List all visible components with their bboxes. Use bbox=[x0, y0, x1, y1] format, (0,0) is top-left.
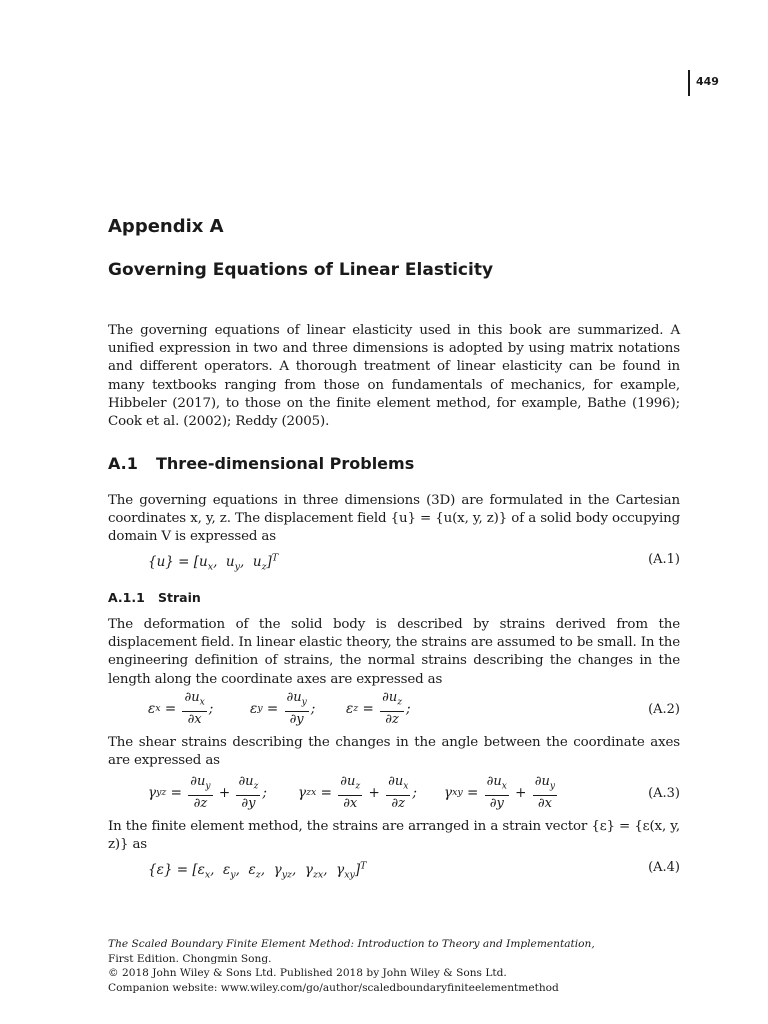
equation-a4 bbox=[148, 860, 680, 880]
subsection-heading-a11 bbox=[108, 590, 201, 605]
footer-edition: First Edition. Chongmin Song. bbox=[108, 952, 272, 965]
eq-term-epsilon-z: ε z = $\frac{\partial u_z}{\partial z}$ ; bbox=[346, 690, 411, 727]
eq-term-gamma-xy: γ xy = $\frac{\partial u_x}{\partial y}$ + $\frac{\partial u_y}{\partial x}$ bbox=[444, 774, 556, 811]
paragraph-3d: The governing equations in three dimensions (3D) are formulated in the Cartesian coordinates x, y, z. The displacement field {u} = {u(x, y, z)} of a solid body occupying domain V is expressed as bbox=[108, 493, 680, 545]
eq-term-epsilon-x: ε x = $\frac{\partial u_x}{\partial x}$ ; bbox=[148, 690, 214, 727]
appendix-heading: Appendix A bbox=[108, 216, 224, 237]
footer-copyright: © 2018 John Wiley & Sons Ltd. Published 2018 by John Wiley & Sons Ltd. bbox=[108, 967, 507, 980]
subsection-number: A.1.1 bbox=[108, 590, 145, 605]
footer-book-title: The Scaled Boundary Finite Element Method: Introduction to Theory and Implementation, bbox=[108, 938, 595, 950]
equation-number: (A.2) bbox=[648, 702, 680, 717]
section-number: A.1 bbox=[108, 454, 138, 473]
equation-a4-body: $\{\varepsilon\} = [\varepsilon_x$, $\varepsilon_y$, $\varepsilon_z$, $\gamma_{yz}$, $\gamma_{zx}$, $\gamma_{xy}]^T$ bbox=[148, 860, 367, 881]
paragraph-shear: The shear strains describing the changes in the angle between the coordinate axes are expressed as bbox=[108, 735, 680, 769]
equation-a2 bbox=[148, 690, 680, 730]
section-heading-a1 bbox=[108, 454, 414, 473]
eq-term-gamma-yz: γ yz = $\frac{\partial u_y}{\partial z}$ + $\frac{\partial u_z}{\partial y}$ ; bbox=[148, 774, 267, 811]
equation-number: (A.3) bbox=[648, 786, 680, 801]
section-title: Three-dimensional Problems bbox=[156, 454, 415, 473]
paragraph-fem: In the finite element method, the strains are arranged in a strain vector {ε} = {ε(x, y, z)} as bbox=[108, 819, 680, 853]
appendix-title: Governing Equations of Linear Elasticity bbox=[108, 260, 494, 280]
eq-term-gamma-zx: γ zx = $\frac{\partial u_z}{\partial x}$ + $\frac{\partial u_x}{\partial z}$ ; bbox=[298, 774, 417, 811]
intro-paragraph: The governing equations of linear elasticity used in this book are summarized. A unified expression in two and three dimensions is adopted by using matrix notations and different operators. A thorough treatment of linear elasticity can be found in many textbooks ranging from those on fundamentals of mechanics, for example, Hibbeler (2017), to those on the finite element method, for example, Bathe (1996); Cook et al. (2002); Reddy (2005). bbox=[108, 323, 680, 430]
equation-a1-body: $\{u\} = [u_x$, $u_y$, $u_z]^T$ bbox=[148, 552, 279, 573]
equation-a1 bbox=[148, 552, 680, 572]
equation-number: (A.1) bbox=[648, 552, 680, 567]
footer-website: Companion website: www.wiley.com/go/author/scaledboundaryfiniteelementmethod bbox=[108, 981, 559, 994]
footer bbox=[108, 937, 708, 995]
paragraph-strain: The deformation of the solid body is described by strains derived from the displacement field. In linear elastic theory, the strains are assumed to be small. In the engineering definition of strains, the normal strains describing the changes in the length along the coordinate axes are expressed as bbox=[108, 617, 680, 687]
equation-a3 bbox=[148, 774, 680, 814]
page-number: 449 bbox=[696, 75, 719, 88]
eq-term-epsilon-y: ε y = $\frac{\partial u_y}{\partial y}$ ; bbox=[250, 690, 316, 727]
subsection-title: Strain bbox=[158, 590, 201, 605]
equation-number: (A.4) bbox=[648, 860, 680, 875]
page-number-marker bbox=[688, 70, 719, 96]
